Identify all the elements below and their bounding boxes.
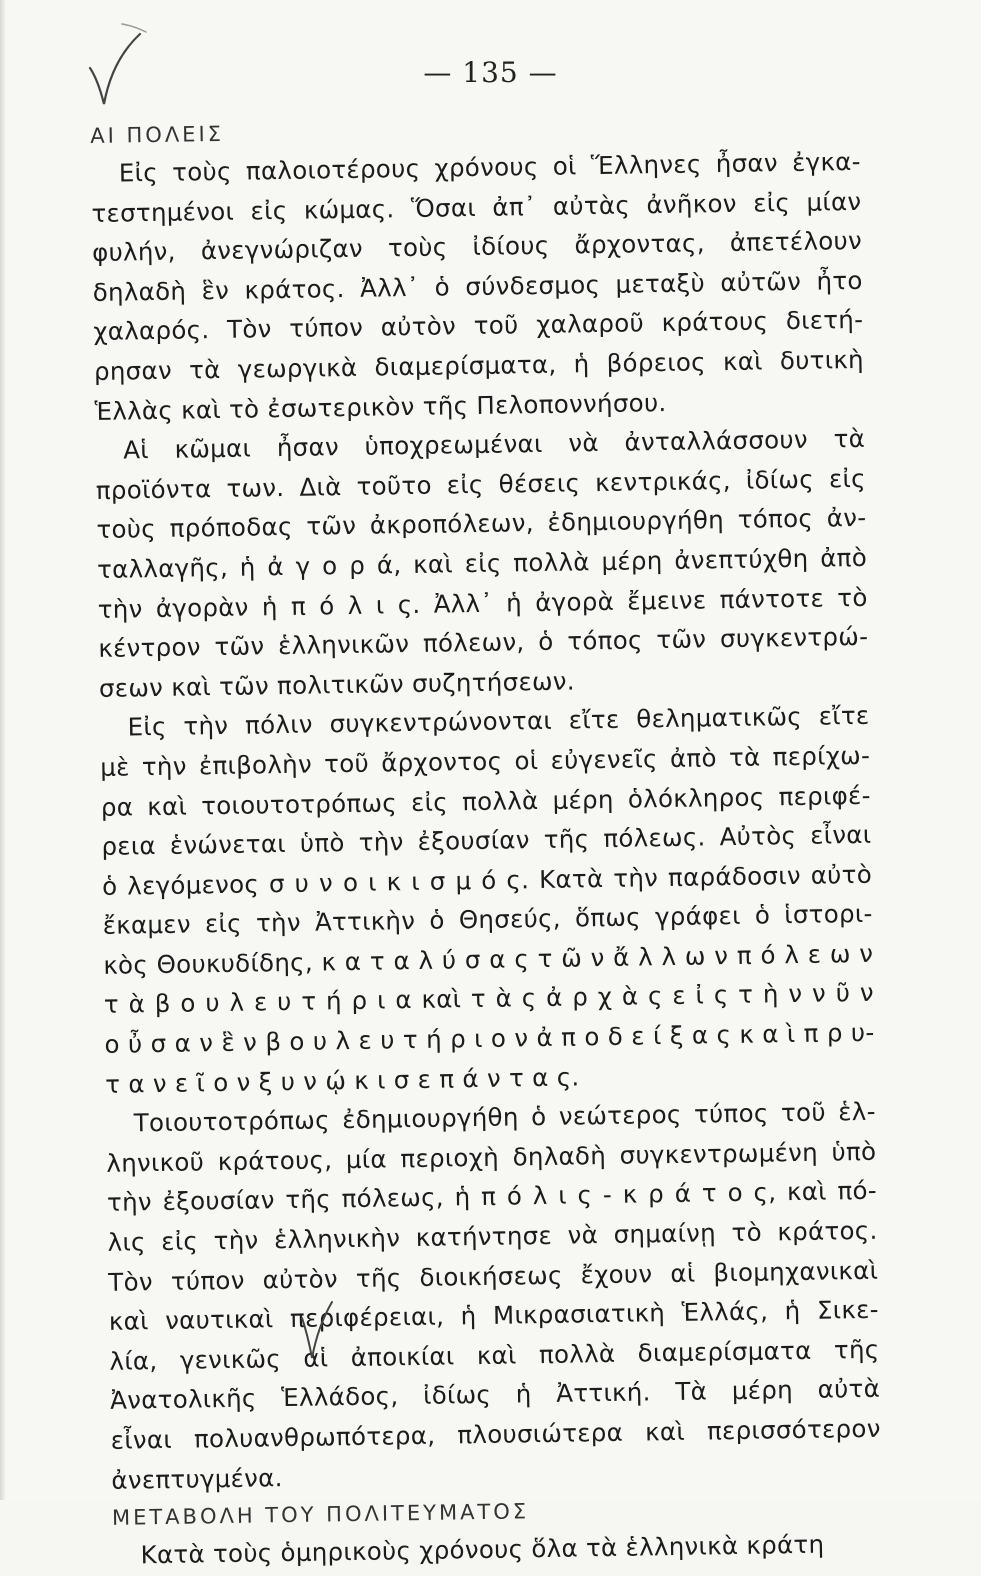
text-line: ἀνεπτυγμένα. <box>111 1462 283 1495</box>
text-line: δηλαδὴ ἓν κράτος. Ἀλλ᾽ ὁ σύνδεσμος μεταξὺ αὐτῶν ἦτο <box>92 265 863 307</box>
text-line: ληνικοῦ κράτους, μία περιοχὴ δηλαδὴ συγκεντρωμένη ὑπὸ <box>106 1136 877 1178</box>
text-line: ὁ λεγόμενος σ υ ν ο ι κ ι σ μ ό ς. Κατὰ τὴν παράδοσιν αὐτὸ <box>101 859 873 901</box>
text-line: Αἱ κῶμαι ἦσαν ὑποχρεωμέναι νὰ ἀνταλλάσσουν τὰ <box>122 424 866 465</box>
text-line: ἔκαμεν εἰς τὴν Ἀττικὴν ὁ Θησεύς, ὅπως γράφει ὁ ἱστορι- <box>102 899 873 941</box>
text-line: λις εἰς τὴν ἑλληνικὴν κατήντησε νὰ σημαίνῃ τὸ κράτος. <box>107 1215 878 1257</box>
text-line: Τὸν τύπον αὐτὸν τῆς διοικήσεως ἔχουν αἱ βιομηχανικαὶ <box>108 1255 879 1297</box>
text-line: λία, γενικῶς αἱ ἀποικίαι καὶ πολλὰ διαμερίσματα τῆς <box>109 1334 880 1376</box>
page-text <box>90 106 883 1576</box>
text-line: κέντρον τῶν ἑλληνικῶν πόλεων, ὁ τόπος τῶν συγκεντρώ- <box>98 621 869 664</box>
text-line: ταλλαγῆς, ἡ ἀ γ ο ρ ά, καὶ εἰς πολλὰ μέρη ἀνεπτύχθη ἀπὸ <box>96 542 868 584</box>
text-line: Εἰς τοὺς παλοιοτέρους χρόνους οἱ Ἕλληνες ἦσαν ἐγκα- <box>118 146 862 188</box>
section-heading-poleis: ΑΙ ΠΟΛΕΙΣ <box>90 121 225 148</box>
text-line: Ἑλλὰς καὶ τὸ ἐσωτερικὸν τῆς Πελοποννήσου. <box>94 387 667 426</box>
text-line: ο ὖ σ α ν ἓ ν β ο υ λ ε υ τ ή ρ ι ο ν ἀ π ο δ ε ί ξ α ς κ α ὶ π ρ υ- <box>104 1017 875 1059</box>
section-heading-metavoli: ΜΕΤΑΒΟΛΗ ΤΟΥ ΠΟΛΙΤΕΥΜΑΤΟΣ <box>111 1499 530 1531</box>
text-line: τὴν ἐξουσίαν τῆς πόλεως, ἡ π ό λ ι ς - κ ρ ά τ ο ς, καὶ πό- <box>106 1176 878 1218</box>
text-line: τοὺς πρόποδας τῶν ἀκροπόλεων, ἐδημιουργήθη τόπος ἀν- <box>96 503 867 545</box>
text-line: προϊόντα των. Διὰ τοῦτο εἰς θέσεις κεντρικάς, ἰδίως εἰς <box>95 463 866 505</box>
text-line: τὴν ἀγορὰν ἡ π ό λ ι ς. Ἀλλ᾽ ἡ ἀγορὰ ἔμεινε πάντοτε τὸ <box>97 582 868 624</box>
page-binding-edge <box>0 0 6 1500</box>
text-line: ρα καὶ τοιουτοτρόπως εἰς πολλὰ μέρη ὁλόκληρος περιφέ- <box>100 780 871 822</box>
text-line: τ ὰ β ο υ λ ε υ τ ή ρ ι α καὶ τ ὰ ς ἀ ρ χ ὰ ς ε ἰ ς τ ὴ ν ν ῦ ν <box>103 978 875 1020</box>
text-line: ρεια ἑνώνεται ὑπὸ τὴν ἐξουσίαν τῆς πόλεως. Αὐτὸς εἶναι <box>101 819 872 862</box>
text-line: χαλαρός. Τὸν τύπον αὐτὸν τοῦ χαλαροῦ κράτους διετή- <box>93 305 864 347</box>
text-line: κὸς Θουκυδίδης, κ α τ α λ ύ σ α ς τ ῶ ν ἄ λ λ ω ν π ό λ ε ω ν <box>103 938 874 980</box>
text-line: τεστημένοι εἰς κώμας. Ὅσαι ἀπ᾽ αὐτὰς ἀνῆκον εἰς μίαν <box>91 186 862 228</box>
page-number: — 135 — <box>423 56 558 89</box>
handwritten-check-mark-icon <box>288 1296 338 1366</box>
text-line: καὶ ναυτικαὶ περιφέρειαι, ἡ Μικρασιατικὴ Ἑλλάς, ἡ Σικε- <box>108 1294 880 1337</box>
text-line: ρησαν τὰ γεωργικὰ διαμερίσματα, ἡ βόρειος καὶ δυτικὴ <box>93 344 865 386</box>
text-line: Κατὰ τοὺς ὁμηρικοὺς χρόνους ὅλα τὰ ἑλληνικὰ κράτη <box>140 1529 825 1570</box>
text-line: μὲ τὴν ἐπιβολὴν τοῦ ἄρχοντος οἱ εὐγενεῖς ἀπὸ τὰ περίχω- <box>99 740 871 782</box>
text-line: φυλήν, ἀνεγνώριζαν τοὺς ἰδίους ἄρχοντας, ἀπετέλουν <box>91 226 863 268</box>
text-line: Ἀνατολικῆς Ἑλλάδος, ἰδίως ἡ Ἀττική. Τὰ μέρη αὐτὰ <box>109 1374 881 1416</box>
text-line: εἶναι πολυανθρωπότερα, πλουσιώτερα καὶ περισσότερον <box>110 1413 881 1455</box>
text-line: σεων καὶ τῶν πολιτικῶν συζητήσεων. <box>98 666 576 703</box>
text-line: Τοιουτοτρόπως ἐδημιουργήθη ὁ νεώτερος τύπος τοῦ ἑλ- <box>133 1097 876 1138</box>
text-line: τ α ν ε ῖ ο ν ξ υ ν ῴ κ ι σ ε π ά ν τ α ς. <box>104 1062 580 1099</box>
text-line: Εἰς τὴν πόλιν συγκεντρώνονται εἴτε θεληματικῶς εἴτε <box>127 701 870 742</box>
